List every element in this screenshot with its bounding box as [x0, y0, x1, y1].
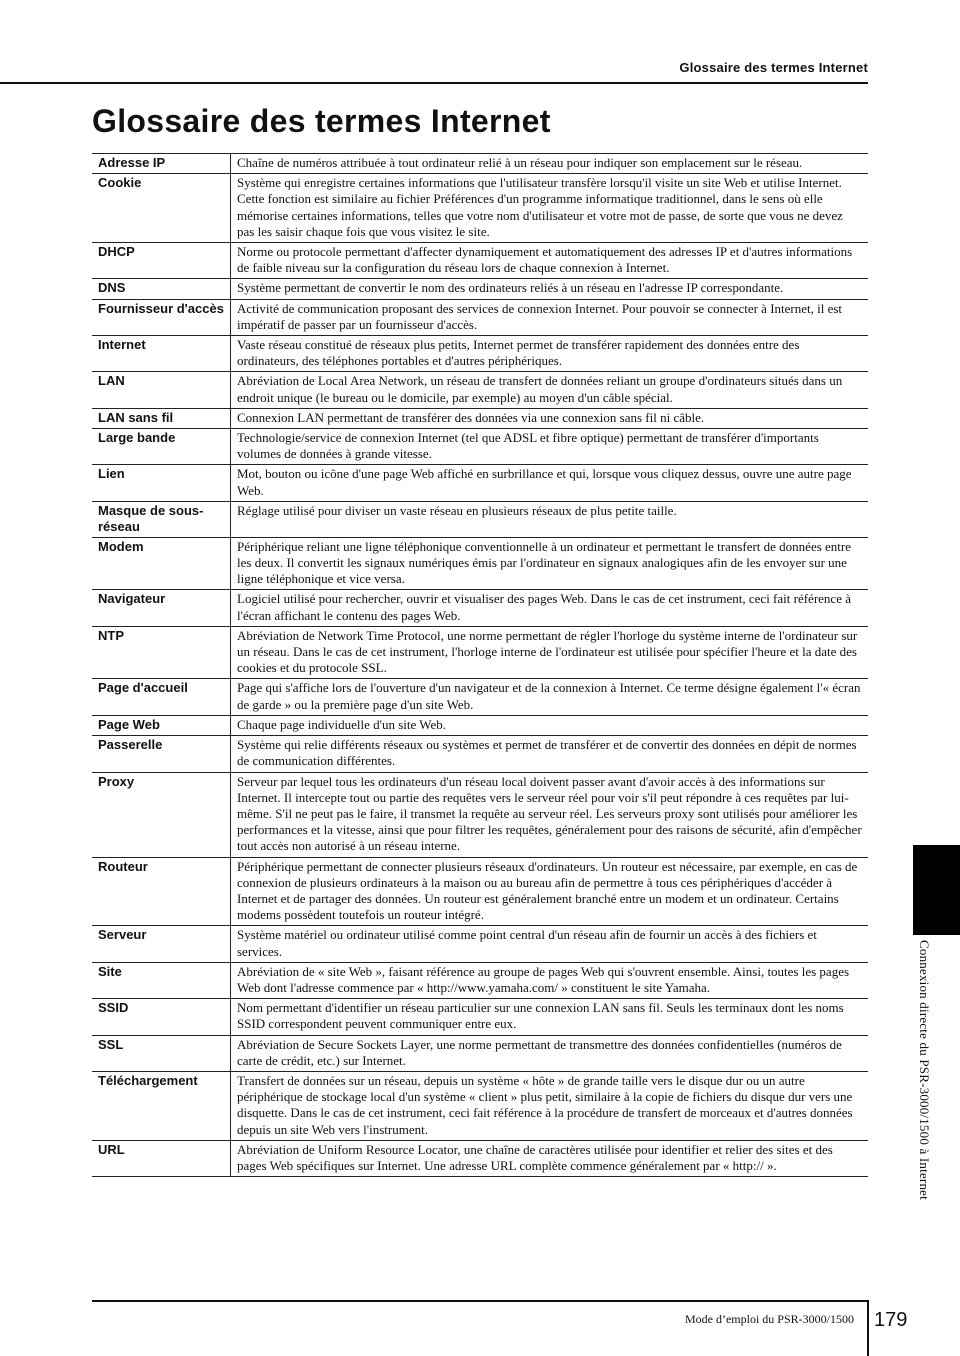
footer-divider — [867, 1300, 869, 1356]
glossary-row — [92, 336, 868, 372]
glossary-definition: Chaque page individuelle d'un site Web. — [237, 716, 447, 732]
glossary-definition: Réglage utilisé pour diviser un vaste réseau en plusieurs réseaux de plus petite taille. — [237, 502, 677, 518]
glossary-definition: Norme ou protocole permettant d'affecter dynamiquement et automatiquement des adresses IP et d'autres informations de faible niveau sur la configuration du réseau lors de chaque connexion à Internet. — [237, 244, 853, 276]
glossary-row — [92, 243, 868, 279]
glossary-definition: Abréviation de Local Area Network, un réseau de transfert de données reliant un groupe d'ordinateurs situés dans un endroit unique (le bureau ou le domicile, par exemple) au moyen d'un câble spécial. — [237, 373, 843, 405]
glossary-row — [92, 538, 868, 591]
glossary-term: Fournisseur d'accès — [92, 300, 231, 335]
glossary-table — [92, 153, 868, 1177]
glossary-definition: Vaste réseau constitué de réseaux plus petits, Internet permet de transférer rapidement des données entre des ordinateurs, des téléphones portables et d'autres périphériques. — [237, 337, 800, 369]
running-header — [0, 0, 868, 84]
glossary-term: LAN — [92, 372, 231, 407]
glossary-term: DNS — [92, 279, 231, 298]
glossary-term: Routeur — [92, 858, 231, 926]
glossary-term: Internet — [92, 336, 231, 371]
glossary-definition: Serveur par lequel tous les ordinateurs d'un réseau local doivent passer avant d'avoir accès à des informations sur Internet. Il intercepte tout ou partie des requêtes vers le serveur réel pour voir s'il peut répondre à ces requêtes par lui-même. S'il ne peut pas le faire, il transmet la requête au serveur réel. Les serveurs proxy sont utilisés pour améliorer les performances et la vitesse, ainsi que pour filtrer les requêtes, généralement pour des raisons de sécurité, afin d'empêcher tout accès non autorisé à un réseau interne. — [237, 773, 862, 854]
glossary-row — [92, 627, 868, 680]
glossary-definition: Activité de communication proposant des services de connexion Internet. Pour pouvoir se connecter à Internet, il est impératif de passer par un fournisseur d'accès. — [237, 300, 843, 332]
glossary-definition: Système permettant de convertir le nom des ordinateurs reliés à un réseau en l'adresse IP correspondante. — [237, 280, 784, 296]
glossary-term: Passerelle — [92, 736, 231, 771]
glossary-row — [92, 926, 868, 962]
glossary-term: Page d'accueil — [92, 679, 231, 714]
glossary-row — [92, 1141, 868, 1177]
page-title: Glossaire des termes Internet — [92, 103, 551, 139]
glossary-row — [92, 154, 868, 174]
glossary-definition: Périphérique permettant de connecter plusieurs réseaux d'ordinateurs. Un routeur est nécessaire, par exemple, en cas de connexion de plusieurs ordinateurs à la maison ou au bureau afin de permettre à tous ces périphériques d'accéder à Internet et de partager des données. Un routeur est généralement branché entre un modem et un ordinateur. Certains modems possèdent toutefois un routeur intégré. — [237, 858, 858, 923]
footer-rule — [92, 1300, 868, 1302]
glossary-row — [92, 999, 868, 1035]
glossary-row — [92, 465, 868, 501]
glossary-definition: Système qui enregistre certaines informations que l'utilisateur transfère lorsqu'il visite un site Web et utilise Internet. Cette fonction est similaire au fichier Préférences d'un programme informatique traditionnel, dans le sens où elle mémorise certaines informations, telles que votre nom d'utilisateur et votre mot de passe, de sorte que vous ne devez pas les saisir chaque fois que vous visitez le site. — [237, 175, 843, 239]
glossary-term: LAN sans fil — [92, 409, 231, 428]
glossary-term: SSL — [92, 1036, 231, 1071]
glossary-definition: Périphérique reliant une ligne téléphonique conventionnelle à un ordinateur et permettant le transfert de données entre les deux. Il convertit les signaux numériques émis par l'ordinateur en signaux analogiques afin de les envoyer sur une ligne téléphonique et vice versa. — [237, 538, 852, 587]
glossary-definition: Abréviation de Secure Sockets Layer, une norme permettant de transmettre des données confidentielles (numéros de carte de crédit, etc.) sur Internet. — [237, 1036, 842, 1068]
glossary-definition: Connexion LAN permettant de transférer des données via une connexion sans fil ni câble. — [237, 409, 705, 425]
glossary-row — [92, 174, 868, 243]
running-header-title: Glossaire des termes Internet — [679, 60, 868, 75]
glossary-row — [92, 409, 868, 429]
glossary-term: URL — [92, 1141, 231, 1176]
glossary-definition: Technologie/service de connexion Internet (tel que ADSL et fibre optique) permettant de transférer d'importants volumes de données à grande vitesse. — [237, 430, 819, 462]
glossary-row — [92, 372, 868, 408]
glossary-term: Modem — [92, 538, 231, 590]
glossary-term: NTP — [92, 627, 231, 679]
glossary-row — [92, 502, 868, 538]
glossary-term: Serveur — [92, 926, 231, 961]
glossary-row — [92, 858, 868, 927]
glossary-definition: Mot, bouton ou icône d'une page Web affiché en surbrillance et qui, lorsque vous cliquez dessus, ouvre une autre page Web. — [237, 466, 852, 498]
glossary-row — [92, 963, 868, 999]
section-side-label: Connexion directe du PSR-3000/1500 à Internet — [917, 940, 932, 1200]
glossary-term: Adresse IP — [92, 154, 231, 173]
glossary-row — [92, 429, 868, 465]
glossary-definition: Chaîne de numéros attribuée à tout ordinateur relié à un réseau pour indiquer son emplacement sur le réseau. — [237, 155, 803, 170]
glossary-row — [92, 736, 868, 772]
glossary-term: Cookie — [92, 174, 231, 242]
glossary-definition: Abréviation de Uniform Resource Locator, une chaîne de caractères utilisée pour identifier et relier des sites et des pages Web spécifiques sur Internet. Une adresse URL complète commence généralement par « http:// ». — [237, 1141, 833, 1173]
glossary-term: Site — [92, 963, 231, 998]
glossary-term: Large bande — [92, 429, 231, 464]
glossary-term: Masque de sous-réseau — [92, 502, 231, 537]
glossary-row — [92, 716, 868, 736]
glossary-term: Navigateur — [92, 590, 231, 625]
footer-manual-title: Mode d’emploi du PSR-3000/1500 — [684, 1312, 854, 1326]
glossary-definition: Système matériel ou ordinateur utilisé comme point central d'un réseau afin de fournir un accès à des fichiers et services. — [237, 927, 817, 959]
glossary-definition: Logiciel utilisé pour rechercher, ouvrir et visualiser des pages Web. Dans le cas de cet instrument, ceci fait référence à l'écran affichant le contenu des pages Web. — [237, 591, 851, 623]
glossary-row — [92, 679, 868, 715]
glossary-row — [92, 1072, 868, 1141]
glossary-term: SSID — [92, 999, 231, 1034]
glossary-definition: Transfert de données sur un réseau, depuis un système « hôte » de grande taille vers le disque dur ou un autre périphérique de stockage local d'un système « client » plus petit, similaire à la copie de fichiers du disque dur vers une disquette. Dans le cas de cet instrument, ceci fait référence à la procédure de transfert de morceaux et d'autres données depuis un site Web vers l'instrument. — [237, 1072, 853, 1137]
glossary-definition: Abréviation de « site Web », faisant référence au groupe de pages Web qui s'ouvrent ensemble. Ainsi, toutes les pages Web dont l'adresse commence par « http://www.yamaha.com/ » constituent le site Yamaha. — [237, 963, 850, 995]
glossary-definition: Abréviation de Network Time Protocol, une norme permettant de régler l'horloge du système interne de l'ordinateur sur un réseau. Dans le cas de cet instrument, l'horloge interne de l'ordinateur est utilisée pour spécifier l'heure et la date des cookies et du protocole SSL. — [237, 627, 858, 676]
glossary-term: DHCP — [92, 243, 231, 278]
glossary-row — [92, 1036, 868, 1072]
page-number: 179 — [874, 1309, 908, 1331]
glossary-definition: Page qui s'affiche lors de l'ouverture d'un navigateur et de la connexion à Internet. Ce terme désigne également l'« écran de garde » ou la première page d'un site Web. — [237, 680, 861, 712]
glossary-definition: Nom permettant d'identifier un réseau particulier sur une connexion LAN sans fil. Seuls les terminaux dont les noms SSID correspondent peuvent communiquer entre eux. — [237, 1000, 844, 1032]
glossary-row — [92, 590, 868, 626]
section-tab — [913, 845, 960, 935]
glossary-term: Téléchargement — [92, 1072, 231, 1140]
glossary-term: Page Web — [92, 716, 231, 735]
glossary-row — [92, 279, 868, 299]
glossary-term: Lien — [92, 465, 231, 500]
glossary-row — [92, 300, 868, 336]
glossary-row — [92, 773, 868, 858]
glossary-definition: Système qui relie différents réseaux ou systèmes et permet de transférer et de convertir des données en dépit de normes de communication différentes. — [237, 737, 857, 769]
glossary-term: Proxy — [92, 773, 231, 857]
